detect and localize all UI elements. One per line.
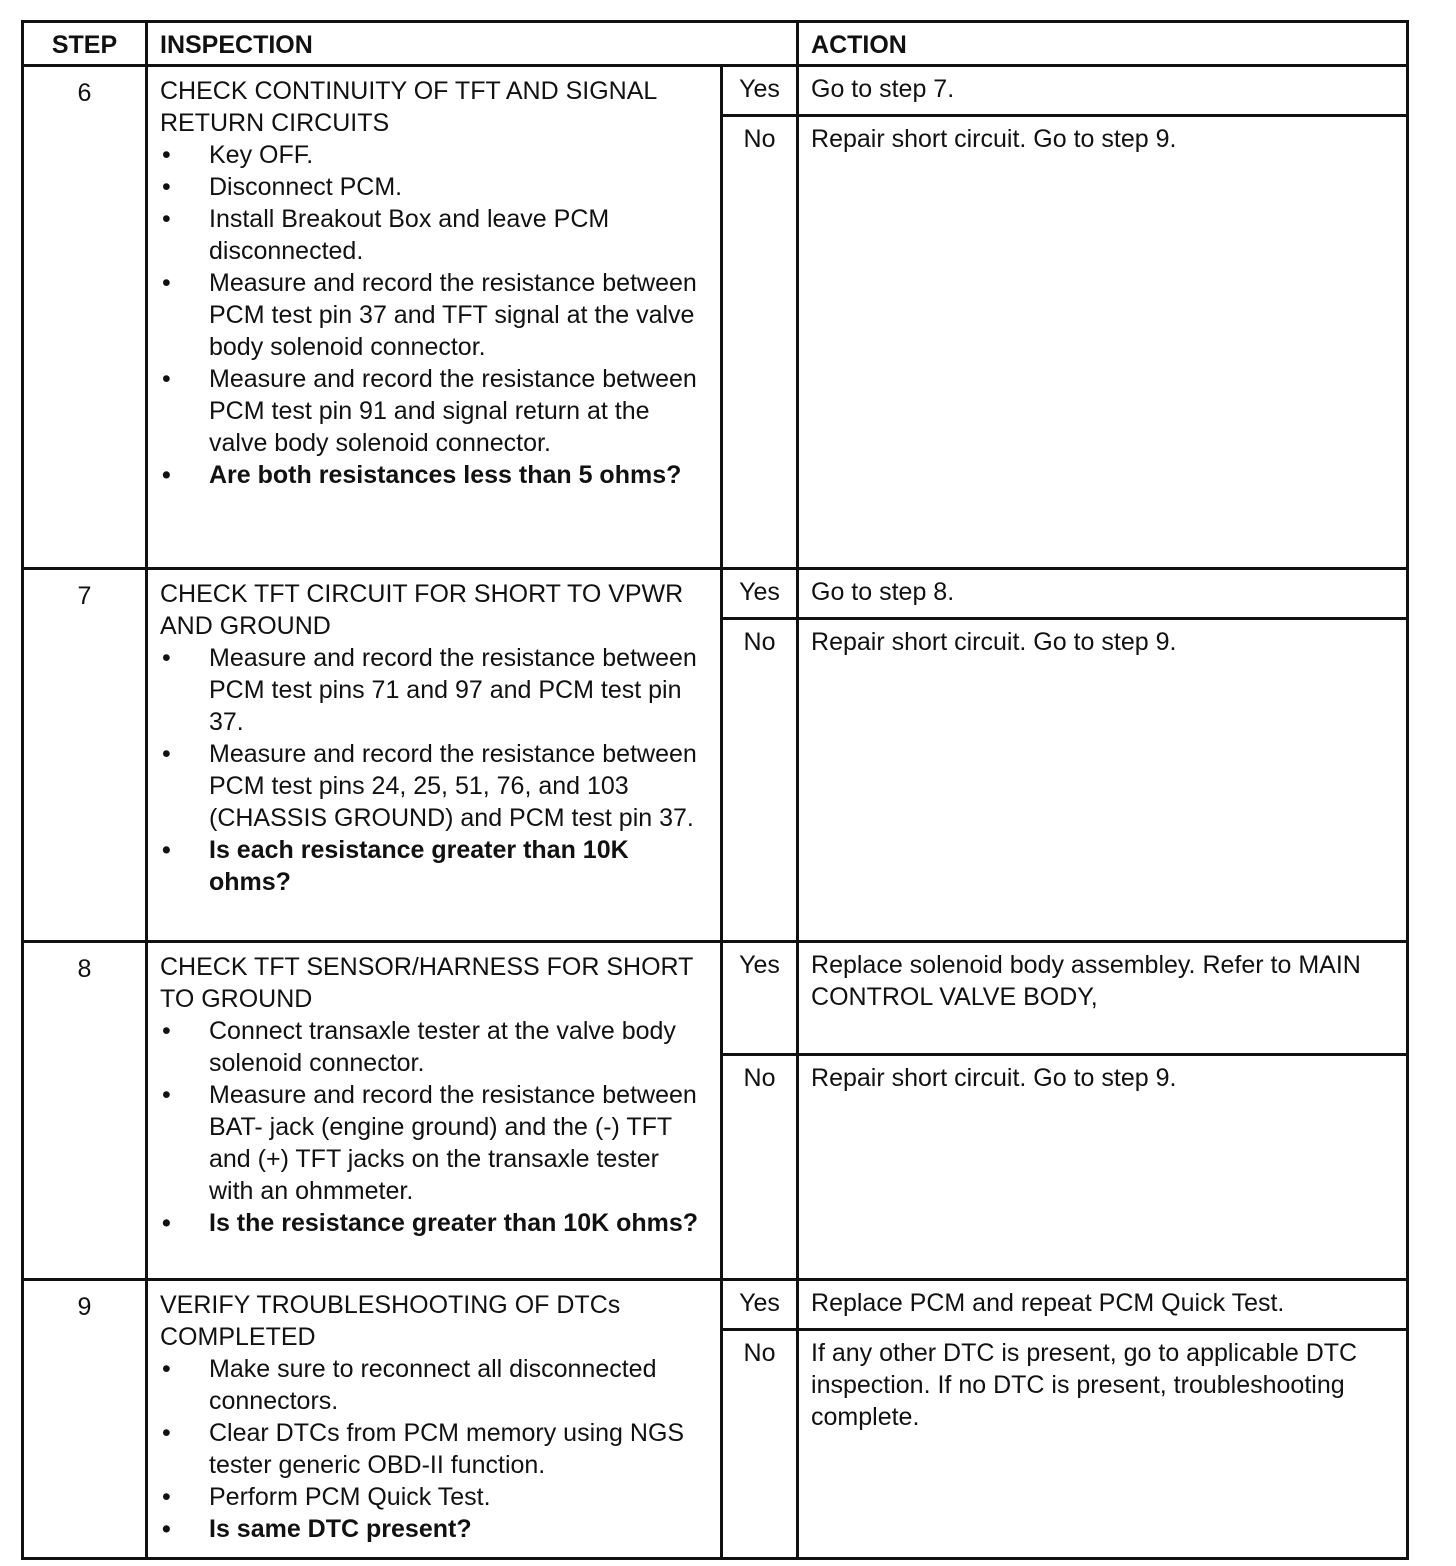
- yes-action: Replace solenoid body assembley. Refer to MAIN CONTROL VALVE BODY,: [798, 942, 1408, 1055]
- yes-label: Yes: [722, 66, 798, 116]
- inspection-step: • Measure and record the resistance between BAT- jack (engine ground) and the (-) TFT and (+) TFT jacks on the transaxle tester with an ohmmeter.: [160, 1079, 708, 1207]
- inspection-steps: [160, 139, 708, 491]
- inspection-cell: [147, 569, 722, 942]
- no-label: No: [722, 619, 798, 942]
- inspection-cell: [147, 942, 722, 1280]
- no-action: Repair short circuit. Go to step 9.: [798, 116, 1408, 569]
- inspection-title: CHECK TFT CIRCUIT FOR SHORT TO VPWR AND GROUND: [160, 580, 684, 640]
- inspection-step: • Perform PCM Quick Test.: [160, 1481, 708, 1513]
- inspection-cell: [147, 1280, 722, 1559]
- yes-label: Yes: [722, 569, 798, 619]
- diagnostic-table: [21, 20, 1409, 1560]
- yes-action: Go to step 7.: [798, 66, 1408, 116]
- step-number: 7: [23, 569, 147, 942]
- no-action: Repair short circuit. Go to step 9.: [798, 619, 1408, 942]
- action-header: ACTION: [798, 22, 1408, 66]
- step-number: 9: [23, 1280, 147, 1559]
- step-number: 6: [23, 66, 147, 569]
- step-header: STEP: [23, 22, 147, 66]
- yes-label: Yes: [722, 942, 798, 1055]
- yes-action: Go to step 8.: [798, 569, 1408, 619]
- header-row: [23, 22, 1408, 66]
- step-number: 8: [23, 942, 147, 1280]
- no-action: Repair short circuit. Go to step 9.: [798, 1055, 1408, 1280]
- inspection-step: • Disconnect PCM.: [160, 171, 708, 203]
- inspection-steps: [160, 642, 708, 898]
- inspection-step: • Install Breakout Box and leave PCM disconnected.: [160, 203, 708, 267]
- step-row-yes: [23, 66, 1408, 116]
- inspection-step: • Key OFF.: [160, 139, 708, 171]
- inspection-question: • Are both resistances less than 5 ohms?: [160, 459, 708, 491]
- inspection-step: • Clear DTCs from PCM memory using NGS tester generic OBD-II function.: [160, 1417, 708, 1481]
- step-row-yes: [23, 1280, 1408, 1330]
- inspection-question: • Is the resistance greater than 10K ohms?: [160, 1207, 708, 1239]
- inspection-step: • Connect transaxle tester at the valve body solenoid connector.: [160, 1015, 708, 1079]
- inspection-step: • Measure and record the resistance between PCM test pin 91 and signal return at the valve body solenoid connector.: [160, 363, 708, 459]
- inspection-question: • Is same DTC present?: [160, 1513, 708, 1545]
- inspection-step: • Measure and record the resistance between PCM test pins 24, 25, 51, 76, and 103 (CHASSIS GROUND) and PCM test pin 37.: [160, 738, 708, 834]
- step-row-yes: [23, 569, 1408, 619]
- yes-label: Yes: [722, 1280, 798, 1330]
- inspection-step: • Measure and record the resistance between PCM test pin 37 and TFT signal at the valve body solenoid connector.: [160, 267, 708, 363]
- inspection-header: INSPECTION: [147, 22, 798, 66]
- yes-action: Replace PCM and repeat PCM Quick Test.: [798, 1280, 1408, 1330]
- inspection-title: CHECK CONTINUITY OF TFT AND SIGNAL RETURN CIRCUITS: [160, 77, 657, 137]
- inspection-step: • Make sure to reconnect all disconnected connectors.: [160, 1353, 708, 1417]
- inspection-title: VERIFY TROUBLESHOOTING OF DTCs COMPLETED: [160, 1291, 621, 1351]
- inspection-cell: [147, 66, 722, 569]
- inspection-question: • Is each resistance greater than 10K ohms?: [160, 834, 708, 898]
- no-label: No: [722, 116, 798, 569]
- inspection-step: • Measure and record the resistance between PCM test pins 71 and 97 and PCM test pin 37.: [160, 642, 708, 738]
- inspection-title: CHECK TFT SENSOR/HARNESS FOR SHORT TO GROUND: [160, 953, 693, 1013]
- no-action: If any other DTC is present, go to applicable DTC inspection. If no DTC is present, troubleshooting complete.: [798, 1330, 1408, 1559]
- inspection-steps: [160, 1353, 708, 1545]
- no-label: No: [722, 1055, 798, 1280]
- inspection-steps: [160, 1015, 708, 1239]
- step-row-yes: [23, 942, 1408, 1055]
- no-label: No: [722, 1330, 798, 1559]
